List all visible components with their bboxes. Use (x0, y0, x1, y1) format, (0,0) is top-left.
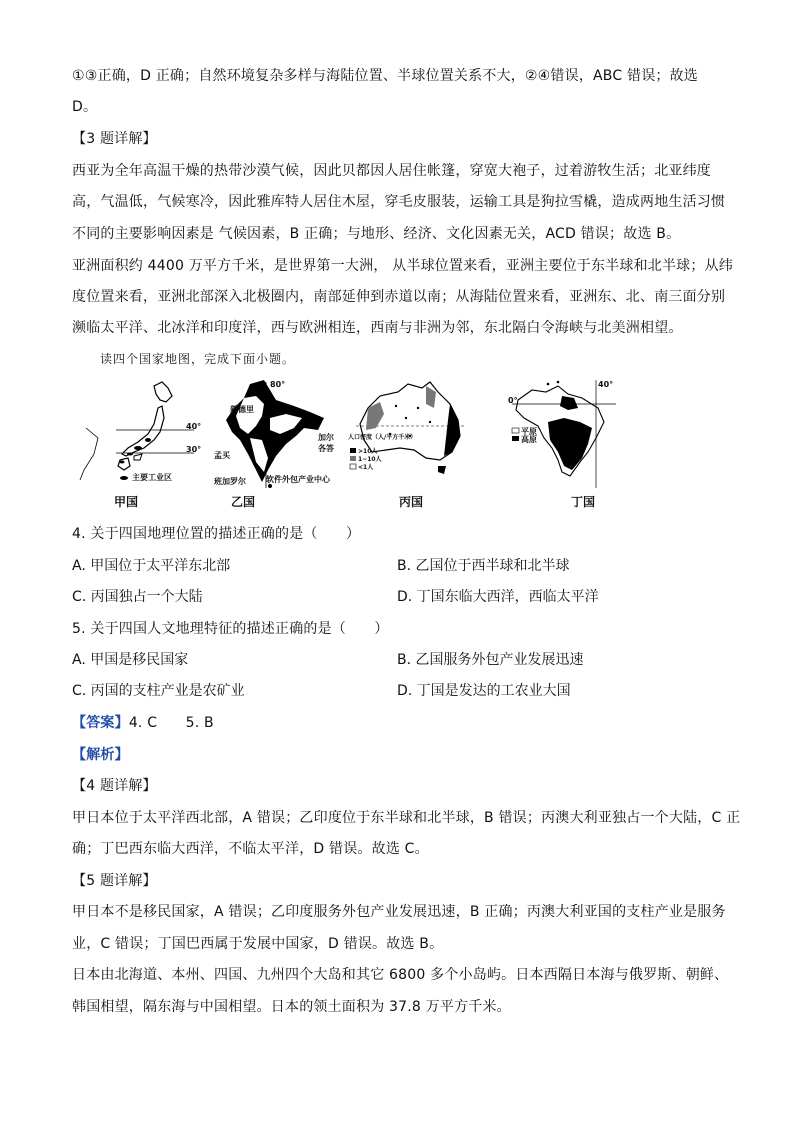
lat-label: 40° (186, 422, 202, 431)
text-line: 甲日本位于太平洋西北部，A 错误；乙印度位于东半球和北半球，B 错误；丙澳大利亚独占一个大陆，C 正 (72, 810, 741, 826)
answer-label: 【答案】 (72, 715, 129, 731)
answer-line (72, 713, 214, 733)
section-heading: 【3 题详解】 (72, 131, 157, 147)
city-label: 班加罗尔 (214, 477, 246, 486)
text-line: 日本由北海道、本州、四国、九州四个大岛和其它 6800 多个小岛屿。日本西隔日本海与俄罗斯、朝鲜、 (72, 967, 729, 983)
map-caption: 丁国 (571, 495, 596, 509)
q4-option-b: B. 乙国位于西半球和北半球 (397, 558, 570, 574)
text-line: 确；丁巴西东临大西洋，不临太平洋，D 错误。故选 C。 (72, 841, 429, 857)
legend-item: 高原 (521, 435, 537, 444)
map-bing (346, 378, 470, 494)
question-5-stem: 5. 关于四国人文地理特征的描述正确的是（ ） (72, 621, 389, 637)
city-label: 软件外包产业中心 (266, 475, 330, 484)
city-label: 孟买 (214, 451, 230, 460)
question-4-stem: 4. 关于四国地理位置的描述正确的是（ ） (72, 526, 361, 542)
lat-label: 30° (186, 445, 202, 454)
section-heading: 【5 题详解】 (72, 873, 157, 889)
text-line: 韩国相望，隔东海与中国相望。日本的领土面积为 37.8 万平方千米。 (72, 999, 511, 1015)
map-caption: 甲国 (114, 495, 139, 509)
q5-option-c: C. 丙国的支柱产业是农矿业 (72, 683, 245, 699)
map-yi (210, 378, 340, 494)
legend-item: <1人 (358, 464, 374, 471)
lat-label: 0° (508, 396, 518, 405)
q5-option-a: A. 甲国是移民国家 (72, 652, 189, 668)
lon-label: 40° (598, 380, 614, 389)
text-line: 亚洲面积约 4400 万平方千米，是世界第一大洲， 从半球位置来看，亚洲主要位于东半球和北半球；从纬 (72, 258, 733, 274)
q4-option-d: D. 丁国东临大西洋，西临太平洋 (397, 589, 599, 605)
answer-value: 4. C 5. B (128, 715, 214, 731)
section-heading: 【4 题详解】 (72, 778, 157, 794)
text-line: 业，C 错误；丁国巴西属于发展中国家，D 错误。故选 B。 (72, 936, 444, 952)
lon-label: 80° (270, 380, 286, 389)
map-legend: 主要工业区 (132, 473, 172, 482)
q5-option-b: B. 乙国服务外包产业发展迅速 (397, 652, 584, 668)
q4-option-c: C. 丙国独占一个大陆 (72, 589, 203, 605)
legend-title: 人口密度（人/平方千米） (348, 434, 417, 441)
text-line: 西亚为全年高温干燥的热带沙漠气候，因此贝都因人居住帐篷，穿宽大袍子，过着游牧生活；北亚纬度 (72, 163, 711, 179)
map-caption: 乙国 (231, 495, 256, 509)
q5-option-d: D. 丁国是发达的工农业大国 (397, 683, 571, 699)
analysis-label: 【解析】 (72, 747, 129, 763)
map-jia (76, 378, 202, 494)
city-label: 新德里 (230, 405, 254, 414)
text-line: 濒临太平洋、北冰洋和印度洋，西与欧洲相连，西南与非洲为邻，东北隔白令海峡与北美洲相望。 (72, 320, 683, 336)
q4-option-a: A. 甲国位于太平洋东北部 (72, 558, 231, 574)
map-caption: 丙国 (399, 495, 424, 509)
text-line: ①③正确，D 正确；自然环境复杂多样与海陆位置、半球位置关系不大，②④错误，ABC 错误；故选 (72, 68, 698, 84)
question-intro: 读四个国家地图，完成下面小题。 (100, 352, 296, 366)
legend-item: 1~10人 (358, 456, 382, 463)
legend-item: >10人 (358, 448, 378, 455)
city-label: 加尔各答 (318, 433, 334, 453)
map-ding (508, 378, 618, 494)
legend-item: 平原 (521, 427, 537, 436)
text-line: 不同的主要影响因素是 气候因素，B 正确；与地形、经济、文化因素无关，ACD 错误；故选 B。 (72, 226, 681, 242)
text-line: D。 (72, 99, 98, 115)
text-line: 高，气温低，气候寒冷，因此雅库特人居住木屋，穿毛皮服装，运输工具是狗拉雪橇，造成两地生活习惯 (72, 194, 726, 210)
text-line: 度位置来看，亚洲北部深入北极圈内，南部延伸到赤道以南；从海陆位置来看，亚洲东、北、南三面分别 (72, 289, 726, 305)
text-line: 甲日本不是移民国家，A 错误；乙印度服务外包产业发展迅速，B 正确；丙澳大利亚国的支柱产业是服务 (72, 904, 726, 920)
